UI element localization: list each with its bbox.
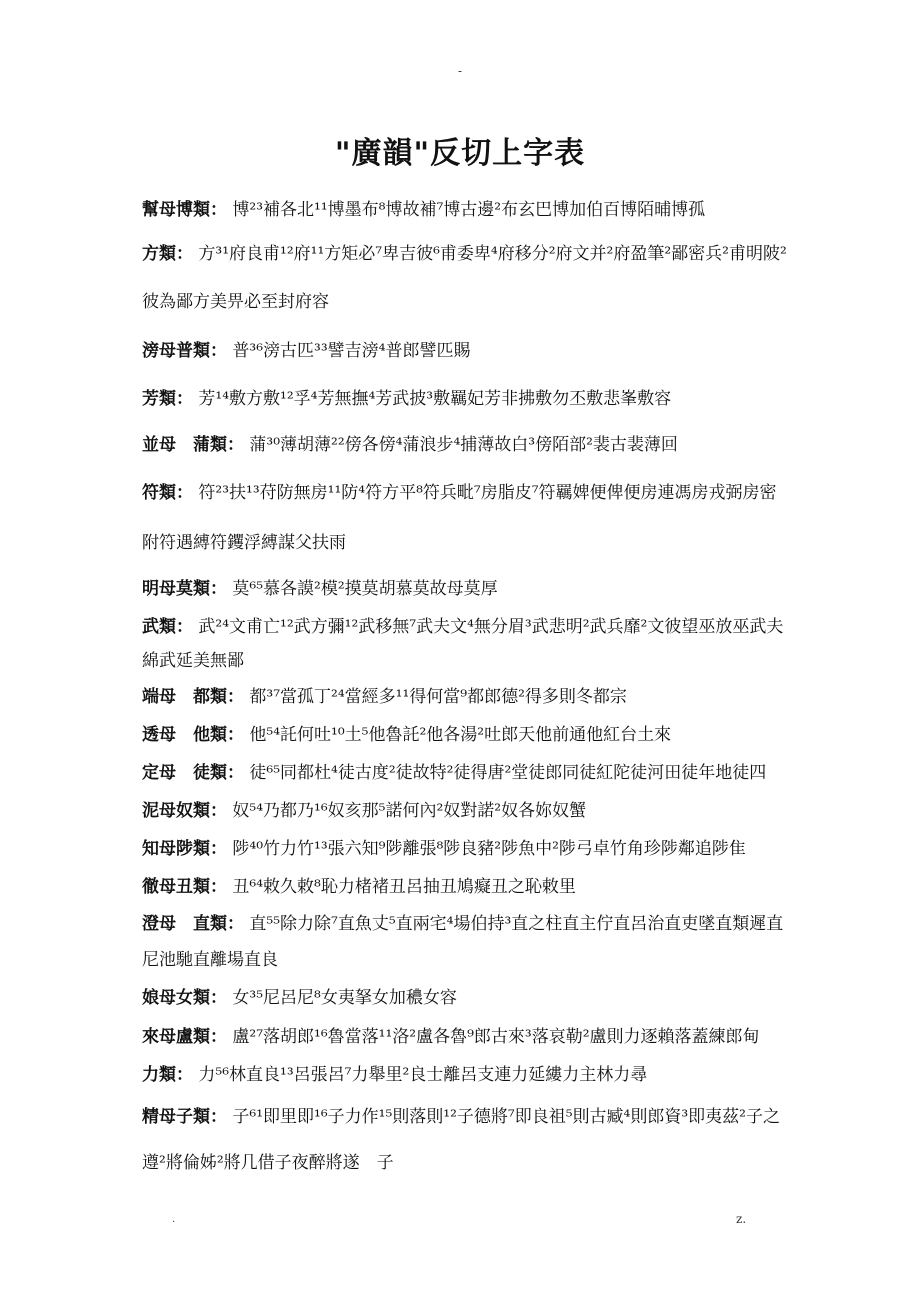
entry-duan: [142, 678, 787, 716]
entry-label: 並母 蒲類：: [142, 435, 244, 455]
entry-ni: [142, 792, 787, 830]
entry-body: 方³¹府良甫¹²府¹¹方矩必⁷卑吉彼⁶甫委卑⁴府移分²府文并²府盈筆²鄙密兵²甫明陂²彼為鄙方美畀必至封府容: [142, 244, 787, 312]
footer-left-mark: .: [172, 1214, 176, 1225]
entry-label: 芳類：: [142, 389, 193, 409]
entry-body: 普³⁶滂古匹³³譬吉滂⁴普郎譬匹賜: [232, 341, 471, 361]
entry-body: 丑⁶⁴敕久敕⁸恥力楮褚丑呂抽丑鳩癡丑之恥敕里: [232, 877, 576, 897]
entry-pang: [142, 326, 787, 376]
entry-label: 知母陟類：: [142, 839, 227, 859]
entry-body: 力⁵⁶林直良¹³呂張呂⁷力舉里²良士離呂支連力延縷力主林力尋: [198, 1065, 648, 1085]
entry-ming: [142, 568, 787, 610]
entry-body: 奴⁵⁴乃都乃¹⁶奴亥那⁵諾何內²奴對諾²奴各妳奴蟹: [232, 801, 587, 821]
entry-body: 博²³補各北¹¹博墨布⁸博故補⁷博古邊²布玄巴博加伯百博陌晡博孤: [232, 200, 706, 220]
entry-label: 符類：: [142, 483, 193, 503]
entry-body: 芳¹⁴敷方敷¹²孚⁴芳無撫⁴芳武披³敷羈妃芳非拂敷勿丕敷悲峯敷容: [198, 389, 672, 409]
entry-body: 蒲³⁰薄胡薄²²傍各傍⁴蒲浪步⁴捕薄故白³傍陌部²裴古裴薄回: [249, 435, 678, 455]
entry-fang: [142, 230, 787, 326]
page-title: "廣韻"反切上字表: [334, 136, 586, 171]
entry-fu: [142, 468, 787, 568]
entry-body: 陟⁴⁰竹力竹¹³張六知⁹陟離張⁸陟良豬²陟魚中²陟弓卓竹角珍陟鄰追陟隹: [232, 839, 746, 859]
entry-jing: [142, 1094, 787, 1186]
entry-body: 武²⁴文甫亡¹²武方彌¹²武移無⁷武夫文⁴無分眉³武悲明²武兵靡²文彼望巫放巫武夫綿武延美無鄙: [142, 617, 784, 671]
entry-label: 滂母普類：: [142, 341, 227, 361]
entry-label: 幫母博類：: [142, 200, 227, 220]
entry-label: 精母子類：: [142, 1107, 227, 1127]
entry-label: 定母 徒類：: [142, 763, 244, 783]
entry-label: 來母盧類：: [142, 1027, 227, 1047]
entry-cheng: [142, 906, 787, 978]
footer-right-mark: z.: [736, 1212, 747, 1226]
entry-ding: [142, 754, 787, 792]
entry-label: 徹母丑類：: [142, 877, 227, 897]
entry-list: [142, 190, 787, 1186]
entry-label: 透母 他類：: [142, 725, 244, 745]
entry-body: 子⁶¹即里即¹⁶子力作¹⁵則落則¹²子德將⁷即良祖⁵則古臧⁴則郎資³即夷茲²子之遵²將倫姊²將几借子夜醉將遂 子: [142, 1107, 780, 1173]
entry-li: [142, 1056, 787, 1094]
entry-label: 娘母女類：: [142, 988, 227, 1008]
entry-bang: [142, 190, 787, 230]
entry-zhi: [142, 830, 787, 868]
entry-lai: [142, 1018, 787, 1056]
entry-body: 符²³扶¹³苻防無房¹¹防⁴符方平⁸符兵毗⁷房脂皮⁷符羈婢便俾便房連馮房戎弼房密附符遇縛符钁浮縛謀父扶雨: [142, 483, 777, 553]
entry-bing: [142, 422, 787, 468]
entry-body: 他⁵⁴託何吐¹⁰土⁵他魯託²他各湯²吐郎天他前通他紅台土來: [249, 725, 672, 745]
entry-label: 明母莫類：: [142, 579, 227, 599]
entry-label: 方類：: [142, 244, 193, 264]
entry-body: 盧²⁷落胡郎¹⁶魯當落¹¹洛²盧各魯⁹郎古來³落哀勒²盧則力逐賴落蓋練郎甸: [232, 1027, 760, 1047]
entry-tou: [142, 716, 787, 754]
entry-body: 莫⁶⁵慕各謨²模²摸莫胡慕莫故母莫厚: [232, 579, 498, 599]
entry-body: 徒⁶⁵同都杜⁴徒古度²徒故特²徒得唐²堂徒郎同徒紅陀徒河田徒年地徒四: [249, 763, 767, 783]
entry-fang2: [142, 376, 787, 422]
entry-niang: [142, 978, 787, 1018]
header-mark: -: [457, 64, 463, 78]
entry-label: 端母 都類：: [142, 687, 244, 707]
entry-body: 直⁵⁵除力除⁷直魚丈⁵直兩宅⁴場伯持³直之柱直主佇直呂治直吏墜直類遲直尼池馳直離場直良: [142, 914, 784, 970]
entry-label: 力類：: [142, 1065, 193, 1085]
entry-body: 女³⁵尼呂尼⁸女夷拏女加穠女容: [232, 988, 457, 1008]
entry-che: [142, 868, 787, 906]
entry-label: 泥母奴類：: [142, 801, 227, 821]
entry-body: 都³⁷當孤丁²⁴當經多¹¹得何當⁹都郎德²得多則冬都宗: [249, 687, 627, 707]
entry-wu: [142, 610, 787, 678]
entry-label: 武類：: [142, 617, 193, 637]
entry-label: 澄母 直類：: [142, 914, 244, 934]
